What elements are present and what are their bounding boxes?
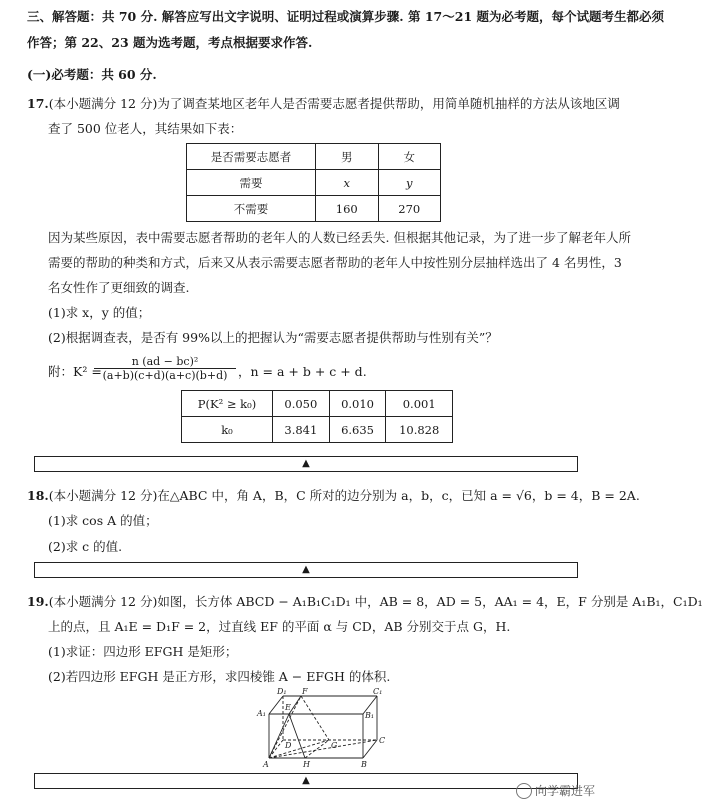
label-B: B	[361, 760, 367, 769]
part-one-heading: (一)必考题：共 60 分.	[27, 67, 157, 82]
answer-box-q17[interactable]	[34, 456, 578, 472]
table-cell: 0.050	[273, 391, 330, 417]
label-E: E	[285, 703, 291, 712]
q17-line3: 因为某些原因，表中需要志愿者帮助的老年人的人数已经丢失. 但根据其他记录，为了进一步了解老年人所	[48, 230, 631, 245]
table-cell: 3.841	[273, 417, 330, 443]
table-row	[187, 144, 441, 170]
table-row	[182, 391, 453, 417]
label-B1: B₁	[365, 711, 375, 720]
q19-number: 19.	[27, 594, 49, 609]
formula-denominator: (a+b)(c+d)(a+c)(b+d)	[102, 369, 228, 382]
q17-line2: 查了 500 位老人，其结果如下表：	[48, 121, 243, 136]
table-header-cell: 男	[316, 144, 379, 170]
cuboid-figure	[255, 688, 385, 770]
table-cell: 0.010	[329, 391, 386, 417]
answer-marker-icon: ▲	[302, 775, 310, 786]
table-cell: 160	[316, 196, 379, 222]
table-cell: 10.828	[386, 417, 453, 443]
table-cell: 不需要	[187, 196, 316, 222]
k-critical-table	[181, 390, 453, 443]
table-header-cell: 是否需要志愿者	[187, 144, 316, 170]
answer-box-q18[interactable]	[34, 562, 578, 578]
q18-number: 18.	[27, 488, 49, 503]
answer-marker-icon: ▲	[302, 458, 310, 469]
q19-line2: 上的点，且 A₁E = D₁F = 2，过直线 EF 的平面 α 与 CD，AB 分别交于点 G，H.	[48, 619, 511, 634]
formula-numerator: n (ad − bc)²	[94, 355, 236, 369]
q17-number: 17.	[27, 96, 49, 111]
label-F: F	[302, 687, 308, 696]
table-cell: 需要	[187, 170, 316, 196]
label-C1: C₁	[373, 687, 383, 696]
q19-sub2: (2)若四边形 EFGH 是正方形，求四棱锥 A − EFGH 的体积.	[48, 669, 391, 684]
table-cell: 6.635	[329, 417, 386, 443]
q18-line1-text: (本小题满分 12 分)在△ABC 中，角 A，B，C 所对的边分别为 a，b，c，已知 a = √6，b = 4，B = 2A.	[48, 488, 640, 503]
table-row	[182, 417, 453, 443]
q18-line1	[27, 487, 640, 504]
table-cell: 0.001	[386, 391, 453, 417]
label-D: D	[285, 741, 292, 750]
q19-line1	[27, 593, 703, 610]
table-cell-value: x	[343, 175, 350, 190]
section-header-line1: 三、解答题：共 70 分. 解答应写出文字说明、证明过程或演算步骤. 第 17～21 题为必考题，每个试题考生都必须	[27, 9, 665, 24]
q17-line4: 需要的帮助的种类和方式，后来又从表示需要志愿者帮助的老年人中按性别分层抽样选出了 4 名男性，3	[48, 255, 622, 270]
answer-marker-icon: ▲	[302, 564, 310, 575]
answer-box-q19[interactable]	[34, 773, 578, 789]
table-cell: k₀	[182, 417, 273, 443]
q17-sub1: (1)求 x，y 的值；	[48, 305, 151, 320]
q17-sub2: (2)根据调查表，是否有 99%以上的把握认为“需要志愿者提供帮助与性别有关”？	[48, 330, 498, 345]
label-C: C	[379, 736, 386, 745]
survey-table	[186, 143, 441, 222]
formula-label: 附：K² =	[48, 364, 102, 379]
table-cell	[378, 170, 441, 196]
q17-line5: 名女性作了更细致的调查.	[48, 280, 190, 295]
label-G: G	[331, 741, 338, 750]
q17-line1	[27, 95, 620, 112]
section-header-line2: 作答；第 22、23 题为选考题，考点根据要求作答.	[27, 35, 313, 50]
table-row	[187, 170, 441, 196]
q18-sub2: (2)求 c 的值.	[48, 539, 123, 554]
wechat-icon	[516, 783, 532, 799]
watermark	[516, 782, 595, 799]
table-cell: P(K² ≥ k₀)	[182, 391, 273, 417]
q18-sub1: (1)求 cos A 的值；	[48, 513, 158, 528]
q17-formula	[48, 355, 591, 385]
q17-line1-text: (本小题满分 12 分)为了调查某地区老年人是否需要志愿者提供帮助，用简单随机抽样的方法从该地区调	[48, 96, 620, 111]
label-A: A	[263, 760, 269, 769]
table-cell	[316, 170, 379, 196]
label-D1: D₁	[277, 687, 287, 696]
formula-tail: ，n = a + b + c + d.	[238, 364, 367, 379]
label-A1: A₁	[257, 709, 266, 718]
q19-sub1: (1)求证：四边形 EFGH 是矩形；	[48, 644, 238, 659]
q19-line1-text: (本小题满分 12 分)如图，长方体 ABCD − A₁B₁C₁D₁ 中，AB = 8，AD = 5，AA₁ = 4，E，F 分别是 A₁B₁，C₁D₁	[48, 594, 703, 609]
table-cell-value: y	[406, 175, 413, 190]
table-cell: 270	[378, 196, 441, 222]
label-H: H	[303, 760, 310, 769]
watermark-text: 向学霸进军	[534, 784, 595, 798]
table-header-cell: 女	[378, 144, 441, 170]
table-row	[187, 196, 441, 222]
